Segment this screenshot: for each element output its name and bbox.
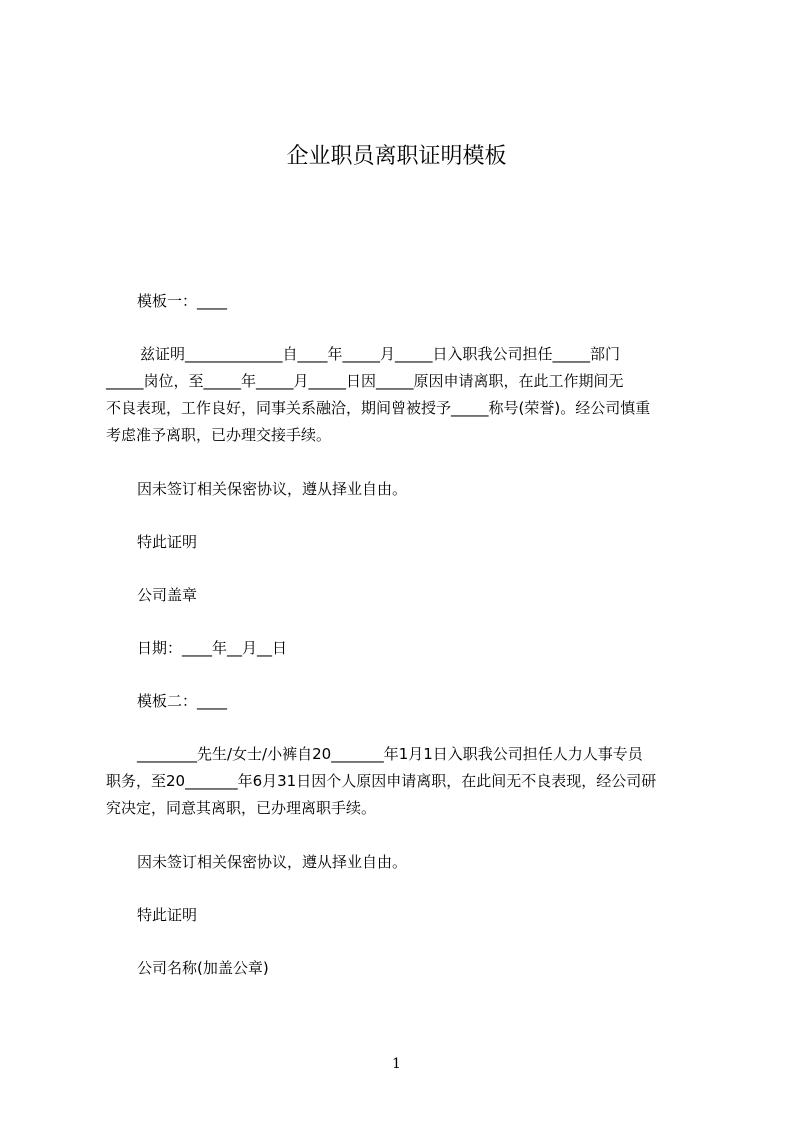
- page-number: 1: [392, 1056, 401, 1072]
- template1-body-line: 考虑准予离职，已办理交接手续。: [106, 426, 332, 444]
- template2-body-line: 究决定，同意其离职，已办理离职手续。: [106, 799, 377, 817]
- template2-heading: 模板二：____: [137, 692, 228, 710]
- template2-company: 公司名称(加盖公章): [137, 959, 269, 977]
- template2-confidentiality: 因未签订相关保密协议，遵从择业自由。: [137, 853, 408, 871]
- template1-date: 日期：____年__月__日: [137, 639, 288, 657]
- template1-body-line: 兹证明_____________自____年_____月_____日入职我公司担任_____部门: [140, 345, 621, 363]
- template1-confidentiality: 因未签订相关保密协议，遵从择业自由。: [137, 480, 408, 498]
- template1-body-line: _____岗位，至_____年_____月_____日因_____原因申请离职，在此工作期间无: [106, 372, 624, 390]
- template1-seal: 公司盖章: [137, 586, 198, 604]
- template2-body-line: 职务，至20_______年6月31日因个人原因申请离职，在此间无不良表现，经公司研: [106, 772, 657, 790]
- template2-certify: 特此证明: [137, 906, 198, 924]
- template1-body-line: 不良表现，工作良好，同事关系融洽，期间曾被授予_____称号(荣誉)。经公司慎重: [106, 399, 651, 417]
- template1-certify: 特此证明: [137, 533, 198, 551]
- document-title: 企业职员离职证明模板: [286, 144, 507, 169]
- template2-body-line: ________先生/女士/小裤自20_______年1月1日入职我公司担任人力人事专员: [137, 745, 643, 763]
- template1-heading: 模板一：____: [137, 292, 228, 310]
